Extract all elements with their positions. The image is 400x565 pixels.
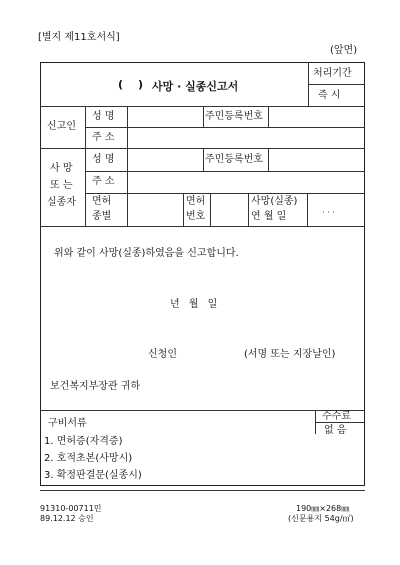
divider xyxy=(183,193,184,226)
deceased-rrn-label: 주민등록번호 xyxy=(205,154,263,165)
document-item: 2. 호적초본(사망시) xyxy=(44,453,133,464)
divider xyxy=(308,62,309,106)
divider xyxy=(307,193,308,226)
reporter-section-label: 신고인 xyxy=(47,121,76,132)
divider xyxy=(315,410,316,434)
footer-approval: 89.12.12 승인 xyxy=(40,514,94,523)
divider xyxy=(268,148,269,171)
divider xyxy=(268,106,269,127)
footer-size: 190㎜×268㎜ xyxy=(296,504,350,513)
applicant-label: 신청인 xyxy=(148,349,177,360)
death-date-label-1: 사망(실종) xyxy=(251,196,298,207)
signature-label: (서명 또는 지장날인) xyxy=(244,349,336,360)
page-side: (앞면) xyxy=(330,45,358,56)
death-date-dots: · · · xyxy=(322,208,335,217)
document-item: 1. 면허증(자격증) xyxy=(44,436,123,447)
document-item: 3. 확정판결문(실종시) xyxy=(44,470,142,481)
deceased-section-label-3: 실종자 xyxy=(47,197,76,208)
recipient-text: 보건복지부장관 귀하 xyxy=(50,381,141,392)
title-paren-open: ( xyxy=(118,78,124,91)
processing-period-value: 즉 시 xyxy=(318,90,341,101)
deceased-name-label: 성 명 xyxy=(92,154,115,165)
license-kind-label-1: 면허 xyxy=(92,196,112,207)
license-no-label-1: 면허 xyxy=(186,196,206,207)
deceased-section-label-2: 또 는 xyxy=(50,180,73,191)
divider xyxy=(248,193,249,226)
processing-period-label: 처리기간 xyxy=(313,68,352,79)
divider xyxy=(203,106,204,127)
divider xyxy=(308,84,365,85)
reporter-address-label: 주 소 xyxy=(92,132,115,143)
form-title: 사망 · 실종신고서 xyxy=(152,80,239,93)
fee-value: 없 음 xyxy=(324,425,347,436)
divider xyxy=(40,226,365,227)
date-line: 년 월 일 xyxy=(170,299,218,310)
death-date-label-2: 연 월 일 xyxy=(251,211,287,222)
divider xyxy=(127,106,128,226)
deceased-section-label-1: 사 망 xyxy=(50,163,73,174)
divider xyxy=(40,490,365,491)
reporter-rrn-label: 주민등록번호 xyxy=(205,111,263,122)
divider xyxy=(85,106,86,226)
license-kind-label-2: 종별 xyxy=(92,211,112,222)
form-number: [별지 제11호서식] xyxy=(38,32,120,43)
footer-paper: (신문용지 54g/㎡) xyxy=(288,514,354,523)
divider xyxy=(40,410,365,411)
title-paren-close: ) xyxy=(138,78,144,91)
reporter-name-label: 성 명 xyxy=(92,111,115,122)
documents-label: 구비서류 xyxy=(48,418,87,429)
divider xyxy=(203,148,204,171)
license-no-label-2: 번호 xyxy=(186,211,206,222)
divider xyxy=(210,193,211,226)
footer-code: 91310-00711민 xyxy=(40,504,102,513)
statement-text: 위와 같이 사망(실종)하였음을 신고합니다. xyxy=(54,248,239,259)
deceased-address-label: 주 소 xyxy=(92,176,115,187)
fee-label: 수수료 xyxy=(322,411,351,422)
